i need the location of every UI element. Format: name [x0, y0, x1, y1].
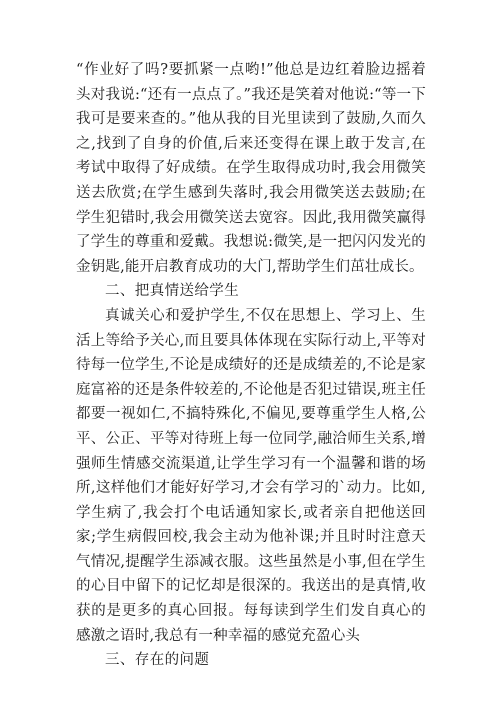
body-paragraph-2: 真诚关心和爱护学生,不仅在思想上、学习上、生活上等给予关心,而且要具体体现在实际行动上,平等对待每一位学生,不论是成绩好的还是成绩差的,不论是家庭富裕的还是条件较差的,不论他是否犯过错误,班主任都要一视如仁,不搞特殊化,不偏见,要尊重学生人格,公平、公正、平等对待班上每一位同学,融洽师生关系,增强师生情感交流渠道,让学生学习有一个温馨和谐的场所,这样他们才能好好学习,才会有学习的`动力。比如,学生病了,我会打个电话通知家长,或者亲自把他送回家;学生病假回校,我会主动为他补课;并且时时注意天气情况,提醒学生添减衣服。这些虽然是小事,但在学生的心目中留下的记忆却是很深的。我送出的是真情,收获的是更多的真心回报。每每读到学生们发自真心的感激之语时,我总有一种幸福的感觉充盈心头 — [76, 307, 426, 644]
section-heading-3: 三、存在的问题 — [105, 652, 210, 669]
body-paragraph-1: “作业好了吗?要抓紧一点哟!”他总是边红着脸边摇着头对我说:“还有一点点了。”我还是笑着对他说:“等一下我可是要来查的。”他从我的目光里读到了鼓励,久而久之,找到了自身的价值,后来还变得在课上敢于发言,在考试中取得了好成绩。在学生取得成功时,我会用微笑送去欣赏;在学生感到失落时,我会用微笑送去鼓励;在学生犯错时,我会用微笑送去宽容。因此,我用微笑赢得了学生的尊重和爱戴。我想说:微笑,是一把闪闪发光的金钥匙,能开启教育成功的大门,帮助学生们茁壮成长。 — [76, 62, 426, 275]
section-heading-2: 二、把真情送给学生 — [105, 283, 240, 300]
document-page — [76, 58, 426, 673]
